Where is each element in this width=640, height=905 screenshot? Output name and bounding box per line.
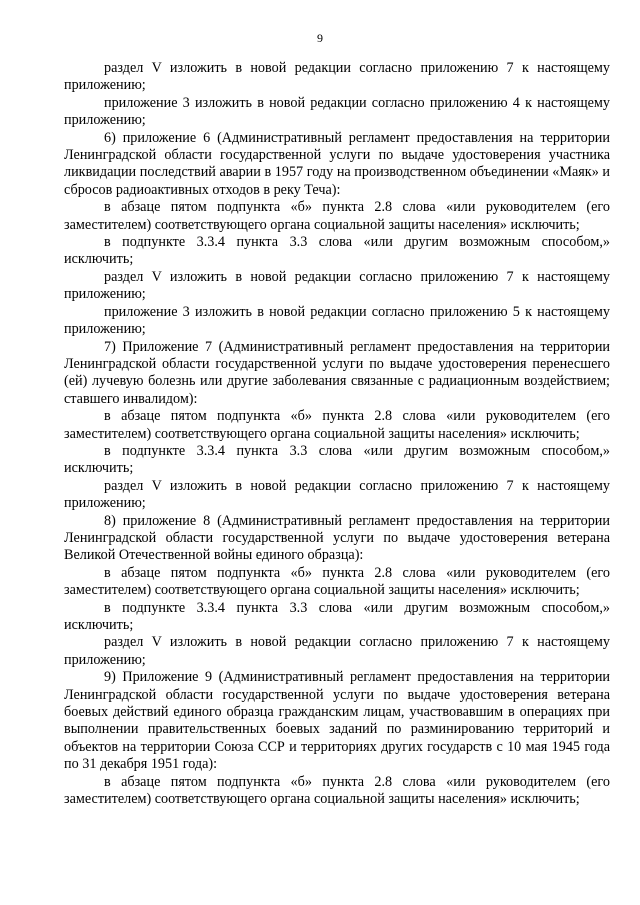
paragraph: 6) приложение 6 (Административный регламент предоставления на территории Ленинградской области государственной услуги по выдаче удостоверения участника ликвидации последствий аварии в 1957 году на производственном объединении «Маяк» и сбросов радиоактивных отходов в реку Теча):: [64, 129, 610, 198]
paragraph: в абзаце пятом подпункта «б» пункта 2.8 слова «или руководителем (его заместителем) соответствующего органа социальной защиты населения» исключить;: [64, 564, 610, 599]
paragraph: раздел V изложить в новой редакции согласно приложению 7 к настоящему приложению;: [64, 60, 610, 94]
paragraph: в подпункте 3.3.4 пункта 3.3 слова «или другим возможным способом,» исключить;: [64, 234, 610, 268]
paragraph: раздел V изложить в новой редакции согласно приложению 7 к настоящему приложению;: [64, 634, 610, 668]
paragraph: 9) Приложение 9 (Административный регламент предоставления на территории Ленинградской области государственной услуги по выдаче удостоверения ветерана боевых действий единого образца гражданским лицам, участвовавшим в операциях при выполнении правительственных боевых заданий по разминированию территорий и объектов на территории Союза ССР и территориях других государств с 10 мая 1945 года по 31 декабря 1951 года):: [64, 669, 610, 773]
paragraph: в подпункте 3.3.4 пункта 3.3 слова «или другим возможным способом,» исключить;: [64, 599, 610, 633]
paragraph: в абзаце пятом подпункта «б» пункта 2.8 слова «или руководителем (его заместителем) соответствующего органа социальной защиты населения» исключить;: [64, 408, 610, 442]
paragraph: приложение 3 изложить в новой редакции согласно приложению 5 к настоящему приложению;: [64, 303, 610, 338]
paragraph: раздел V изложить в новой редакции согласно приложению 7 к настоящему приложению;: [64, 477, 610, 512]
page-number: 9: [317, 31, 323, 45]
paragraph: раздел V изложить в новой редакции согласно приложению 7 к настоящему приложению;: [64, 268, 610, 303]
paragraph: 7) Приложение 7 (Административный регламент предоставления на территории Ленинградской области государственной услуги по выдаче удостоверения перенесшего (ей) лучевую болезнь или другие заболевания связанные с радиационным воздействием; ставшего инвалидом):: [64, 338, 610, 407]
paragraph: приложение 3 изложить в новой редакции согласно приложению 4 к настоящему приложению;: [64, 94, 610, 129]
paragraph: в подпункте 3.3.4 пункта 3.3 слова «или другим возможным способом,» исключить;: [64, 442, 610, 477]
paragraph: 8) приложение 8 (Административный регламент предоставления на территории Ленинградской области государственной услуги по выдаче удостоверения ветерана Великой Отечественной войны единого образца):: [64, 512, 610, 564]
paragraph: в абзаце пятом подпункта «б» пункта 2.8 слова «или руководителем (его заместителем) соответствующего органа социальной защиты населения» исключить;: [64, 773, 610, 808]
document-body: [64, 60, 610, 808]
paragraph: в абзаце пятом подпункта «б» пункта 2.8 слова «или руководителем (его заместителем) соответствующего органа социальной защиты населения» исключить;: [64, 199, 610, 233]
